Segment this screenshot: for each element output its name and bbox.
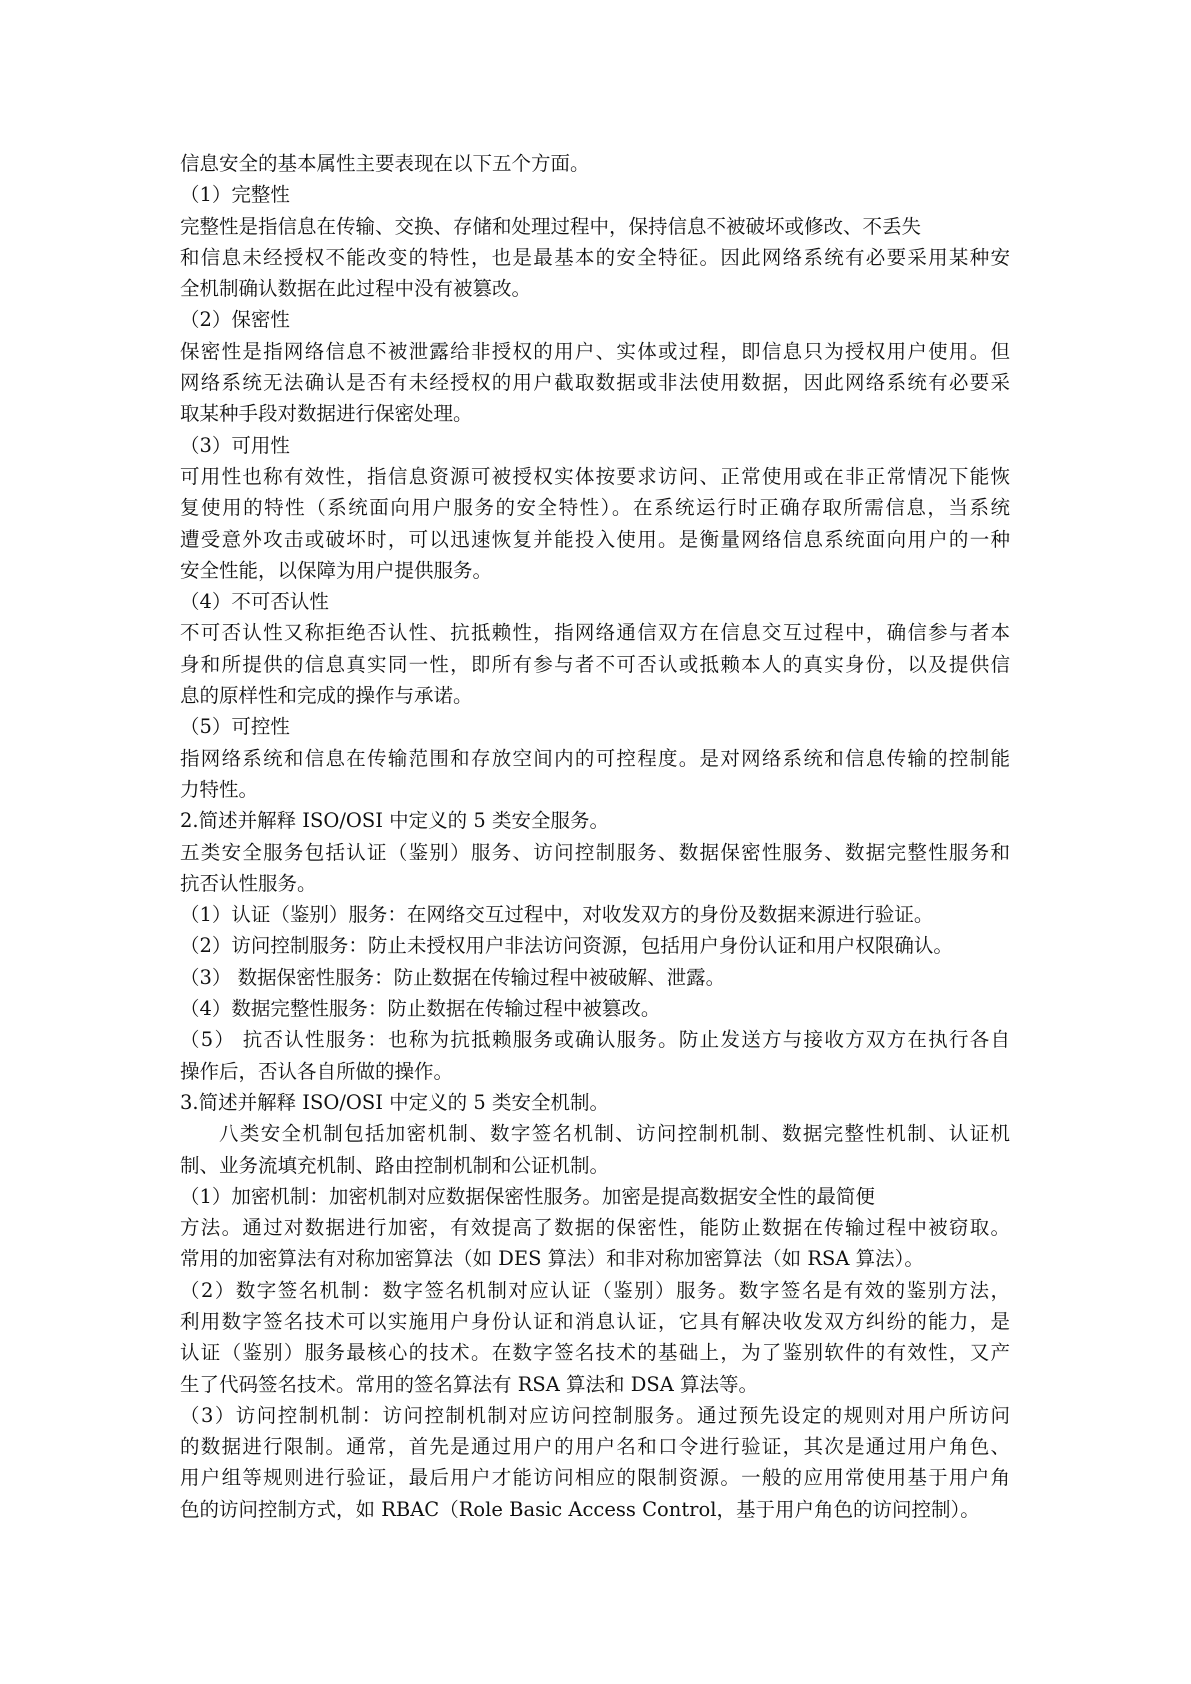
text-line: 操作后，否认各自所做的操作。: [180, 1059, 454, 1083]
text-line: （2）保密性: [180, 308, 290, 332]
text-line: 安全性能，以保障为用户提供服务。: [180, 558, 493, 582]
text-line: 网络系统无法确认是否有未经授权的用户截取数据或非法使用数据，因此网络系统有必要采: [180, 371, 1010, 395]
text-line: （2）数字签名机制：数字签名机制对应认证（鉴别）服务。数字签名是有效的鉴别方法，: [180, 1278, 1010, 1302]
text-line: 用户组等规则进行验证，最后用户才能访问相应的限制资源。一般的应用常使用基于用户角: [180, 1466, 1010, 1490]
text-line: 息的原样性和完成的操作与承诺。: [180, 684, 473, 708]
text-line: （4）不可否认性: [180, 590, 329, 614]
text-line: 色的访问控制方式，如 RBAC（Role Basic Access Control，基于用户角色的访问控制）。: [180, 1497, 980, 1521]
text-line: （1）完整性: [180, 183, 290, 207]
text-line: 保密性是指网络信息不被泄露给非授权的用户、实体或过程，即信息只为授权用户使用。但: [180, 339, 1010, 363]
text-line: （2）访问控制服务：防止未授权用户非法访问资源，包括用户身份认证和用户权限确认。: [180, 934, 953, 958]
text-line: 生了代码签名技术。常用的签名算法有 RSA 算法和 DSA 算法等。: [180, 1372, 758, 1396]
text-line: （4）数据完整性服务：防止数据在传输过程中被篡改。: [180, 997, 661, 1021]
text-line: （3） 数据保密性服务：防止数据在传输过程中被破解、泄露。: [180, 965, 726, 989]
text-line: 力特性。: [180, 777, 259, 801]
text-line: （1）认证（鉴别）服务：在网络交互过程中，对收发双方的身份及数据来源进行验证。: [180, 903, 934, 927]
text-line: 指网络系统和信息在传输范围和存放空间内的可控程度。是对网络系统和信息传输的控制能: [180, 746, 1010, 770]
text-line: 常用的加密算法有对称加密算法（如 DES 算法）和非对称加密算法（如 RSA 算法）。: [180, 1247, 924, 1271]
text-line: 取某种手段对数据进行保密处理。: [180, 402, 473, 426]
document-body: [180, 148, 1010, 1525]
text-line: （3）访问控制机制：访问控制机制对应访问控制服务。通过预先设定的规则对用户所访问: [180, 1403, 1010, 1427]
text-line: 2.简述并解释 ISO/OSI 中定义的 5 类安全服务。: [180, 809, 609, 833]
text-line: 的数据进行限制。通常，首先是通过用户的用户名和口令进行验证，其次是通过用户角色、: [180, 1435, 1010, 1459]
text-line: 利用数字签名技术可以实施用户身份认证和消息认证，它具有解决收发双方纠纷的能力，是: [180, 1309, 1010, 1333]
text-line: 3.简述并解释 ISO/OSI 中定义的 5 类安全机制。: [180, 1090, 609, 1114]
text-line: 可用性也称有效性，指信息资源可被授权实体按要求访问、正常使用或在非正常情况下能恢: [180, 464, 1010, 488]
text-line: 八类安全机制包括加密机制、数字签名机制、访问控制机制、数据完整性机制、认证机: [219, 1122, 1010, 1146]
text-line: 五类安全服务包括认证（鉴别）服务、访问控制服务、数据保密性服务、数据完整性服务和: [180, 840, 1010, 864]
text-line: 完整性是指信息在传输、交换、存储和处理过程中，保持信息不被破坏或修改、不丢失: [180, 214, 922, 238]
text-line: 抗否认性服务。: [180, 871, 317, 895]
text-line: （1）加密机制：加密机制对应数据保密性服务。加密是提高数据安全性的最简便: [180, 1184, 875, 1208]
text-line: 遭受意外攻击或破坏时，可以迅速恢复并能投入使用。是衡量网络信息系统面向用户的一种: [180, 527, 1010, 551]
text-line: 认证（鉴别）服务最核心的技术。在数字签名技术的基础上，为了鉴别软件的有效性，又产: [180, 1341, 1010, 1365]
text-line: 复使用的特性（系统面向用户服务的安全特性）。在系统运行时正确存取所需信息，当系统: [180, 496, 1010, 520]
text-line: （5） 抗否认性服务：也称为抗抵赖服务或确认服务。防止发送方与接收方双方在执行各自: [180, 1028, 1010, 1052]
text-line: 身和所提供的信息真实同一性，即所有参与者不可否认或抵赖本人的真实身份，以及提供信: [180, 652, 1010, 676]
text-line: 和信息未经授权不能改变的特性，也是最基本的安全特征。因此网络系统有必要采用某种安: [180, 245, 1010, 269]
text-line: 信息安全的基本属性主要表现在以下五个方面。: [180, 152, 590, 175]
text-line: （5）可控性: [180, 715, 290, 739]
text-line: （3）可用性: [180, 433, 290, 457]
text-line: 全机制确认数据在此过程中没有被篡改。: [180, 277, 532, 301]
text-line: 制、业务流填充机制、路由控制机制和公证机制。: [180, 1153, 610, 1177]
text-line: 方法。通过对数据进行加密，有效提高了数据的保密性，能防止数据在传输过程中被窃取。: [180, 1216, 1010, 1240]
text-line: 不可否认性又称拒绝否认性、抗抵赖性，指网络通信双方在信息交互过程中，确信参与者本: [180, 621, 1010, 645]
